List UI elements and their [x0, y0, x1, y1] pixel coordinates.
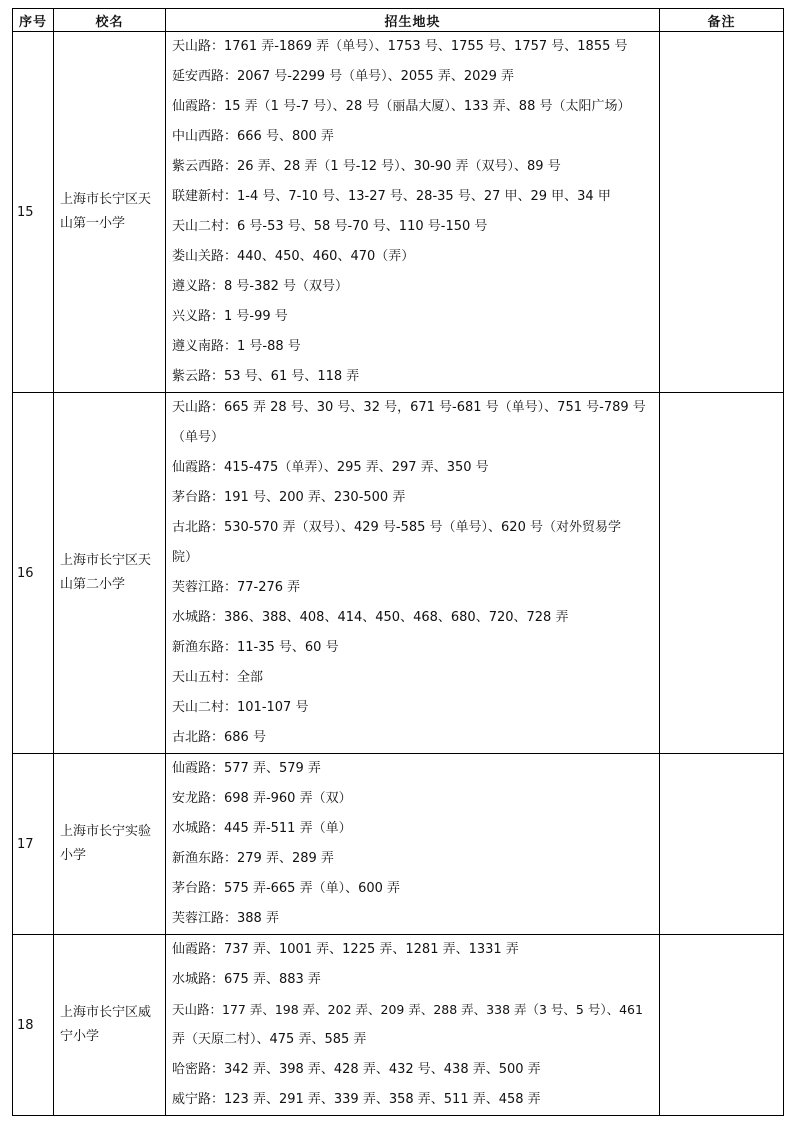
enrollment-area-line: 古北路：686 号: [172, 730, 266, 745]
enrollment-area-line: 水城路：445 弄-511 弄（单）: [172, 821, 352, 836]
enrollment-area-line: 紫云路：53 号、61 号、118 弄: [172, 369, 360, 384]
table-row: [13, 393, 784, 754]
row-school-name: [54, 935, 166, 1116]
row-school-name: [54, 754, 166, 935]
school-name-line: 上海市长宁实验: [60, 824, 152, 839]
enrollment-area-line: 中山西路：666 号、800 弄: [172, 129, 334, 144]
header-remarks: 备注: [660, 9, 784, 32]
enrollment-area-line: 天山二村：101-107 号: [172, 700, 309, 715]
enrollment-area-line: 遵义路：8 号-382 号（双号）: [172, 279, 349, 294]
row-remarks: [660, 393, 784, 754]
row-enrollment-area: [166, 393, 660, 754]
enrollment-area-line: 天山五村：全部: [172, 670, 264, 685]
header-seq: 序号: [13, 9, 54, 32]
row-enrollment-area: [166, 935, 660, 1116]
school-name-line: 小学: [60, 848, 87, 863]
enrollment-area-line: 哈密路：342 弄、398 弄、428 弄、432 号、438 弄、500 弄: [172, 1062, 541, 1077]
enrollment-area-line: 天山二村：6 号-53 号、58 号-70 号、110 号-150 号: [172, 219, 488, 234]
enrollment-area-line: 水城路：386、388、408、414、450、468、680、720、728 弄: [172, 610, 569, 625]
enrollment-area-line: 娄山关路：440、450、460、470（弄）: [172, 249, 415, 264]
enrollment-area-line: 遵义南路：1 号-88 号: [172, 339, 301, 354]
enrollment-area-line: 延安西路：2067 号-2299 号（单号）、2055 弄、2029 弄: [172, 69, 515, 84]
enrollment-area-line: 天山路：177 弄、198 弄、202 弄、209 弄、288 弄、338 弄（3 号、5 号）、461: [172, 1002, 643, 1017]
row-seq: 16: [13, 393, 54, 754]
row-enrollment-area: [166, 32, 660, 393]
enrollment-area-line: 天山路：1761 弄-1869 弄（单号）、1753 号、1755 号、1757 号、1855 号: [172, 39, 628, 54]
row-remarks: [660, 32, 784, 393]
row-seq: 17: [13, 754, 54, 935]
enrollment-area-line: 新渔东路：11-35 号、60 号: [172, 640, 339, 655]
enrollment-area-line: （单号）: [172, 430, 225, 445]
enrollment-area-line: 仙霞路：15 弄（1 号-7 号）、28 号（丽晶大厦）、133 弄、88 号（太阳广场）: [172, 99, 631, 114]
enrollment-area-line: 新渔东路：279 弄、289 弄: [172, 851, 334, 866]
enrollment-table-container: [12, 8, 783, 1116]
table-row: [13, 935, 784, 1116]
enrollment-area-line: 威宁路：123 弄、291 弄、339 弄、358 弄、511 弄、458 弄: [172, 1092, 541, 1107]
enrollment-area-line: 芙蓉江路：388 弄: [172, 911, 279, 926]
school-name-line: 山第二小学: [60, 577, 126, 592]
row-seq: 15: [13, 32, 54, 393]
row-enrollment-area: [166, 754, 660, 935]
enrollment-area-line: 水城路：675 弄、883 弄: [172, 972, 321, 987]
school-name-line: 上海市长宁区天: [60, 553, 152, 568]
school-name-line: 宁小学: [60, 1029, 100, 1044]
school-name-line: 上海市长宁区威: [60, 1005, 152, 1020]
enrollment-area-line: 仙霞路：415-475（单弄）、295 弄、297 弄、350 号: [172, 460, 489, 475]
row-remarks: [660, 754, 784, 935]
row-seq: 18: [13, 935, 54, 1116]
table-header-row: [13, 9, 784, 32]
header-school-name: 校名: [54, 9, 166, 32]
enrollment-area-line: 仙霞路：737 弄、1001 弄、1225 弄、1281 弄、1331 弄: [172, 942, 519, 957]
enrollment-area-line: 联建新村：1-4 号、7-10 号、13-27 号、28-35 号、27 甲、29 甲、34 甲: [172, 189, 611, 204]
school-name-line: 上海市长宁区天: [60, 192, 152, 207]
header-enrollment-area: 招生地块: [166, 9, 660, 32]
row-school-name: [54, 32, 166, 393]
enrollment-table: [12, 8, 784, 1116]
table-body: [13, 32, 784, 1116]
enrollment-area-line: 古北路：530-570 弄（双号）、429 号-585 号（单号）、620 号（对外贸易学: [172, 520, 621, 535]
enrollment-area-line: 茅台路：575 弄-665 弄（单）、600 弄: [172, 881, 401, 896]
table-row: [13, 32, 784, 393]
row-school-name: [54, 393, 166, 754]
enrollment-area-line: 茅台路：191 号、200 弄、230-500 弄: [172, 490, 406, 505]
enrollment-area-line: 紫云西路：26 弄、28 弄（1 号-12 号）、30-90 弄（双号）、89 号: [172, 159, 561, 174]
enrollment-area-line: 安龙路：698 弄-960 弄（双）: [172, 791, 352, 806]
row-remarks: [660, 935, 784, 1116]
enrollment-area-line: 芙蓉江路：77-276 弄: [172, 580, 301, 595]
enrollment-area-line: 天山路：665 弄 28 号、30 号、32 号，671 号-681 号（单号）、751 号-789 号: [172, 400, 646, 415]
school-name-line: 山第一小学: [60, 216, 126, 231]
enrollment-area-line: 仙霞路：577 弄、579 弄: [172, 761, 321, 776]
enrollment-area-line: 兴义路：1 号-99 号: [172, 309, 288, 324]
enrollment-area-line: 院）: [172, 550, 199, 565]
table-row: [13, 754, 784, 935]
enrollment-area-line: 弄（天原二村）、475 弄、585 弄: [172, 1032, 367, 1047]
